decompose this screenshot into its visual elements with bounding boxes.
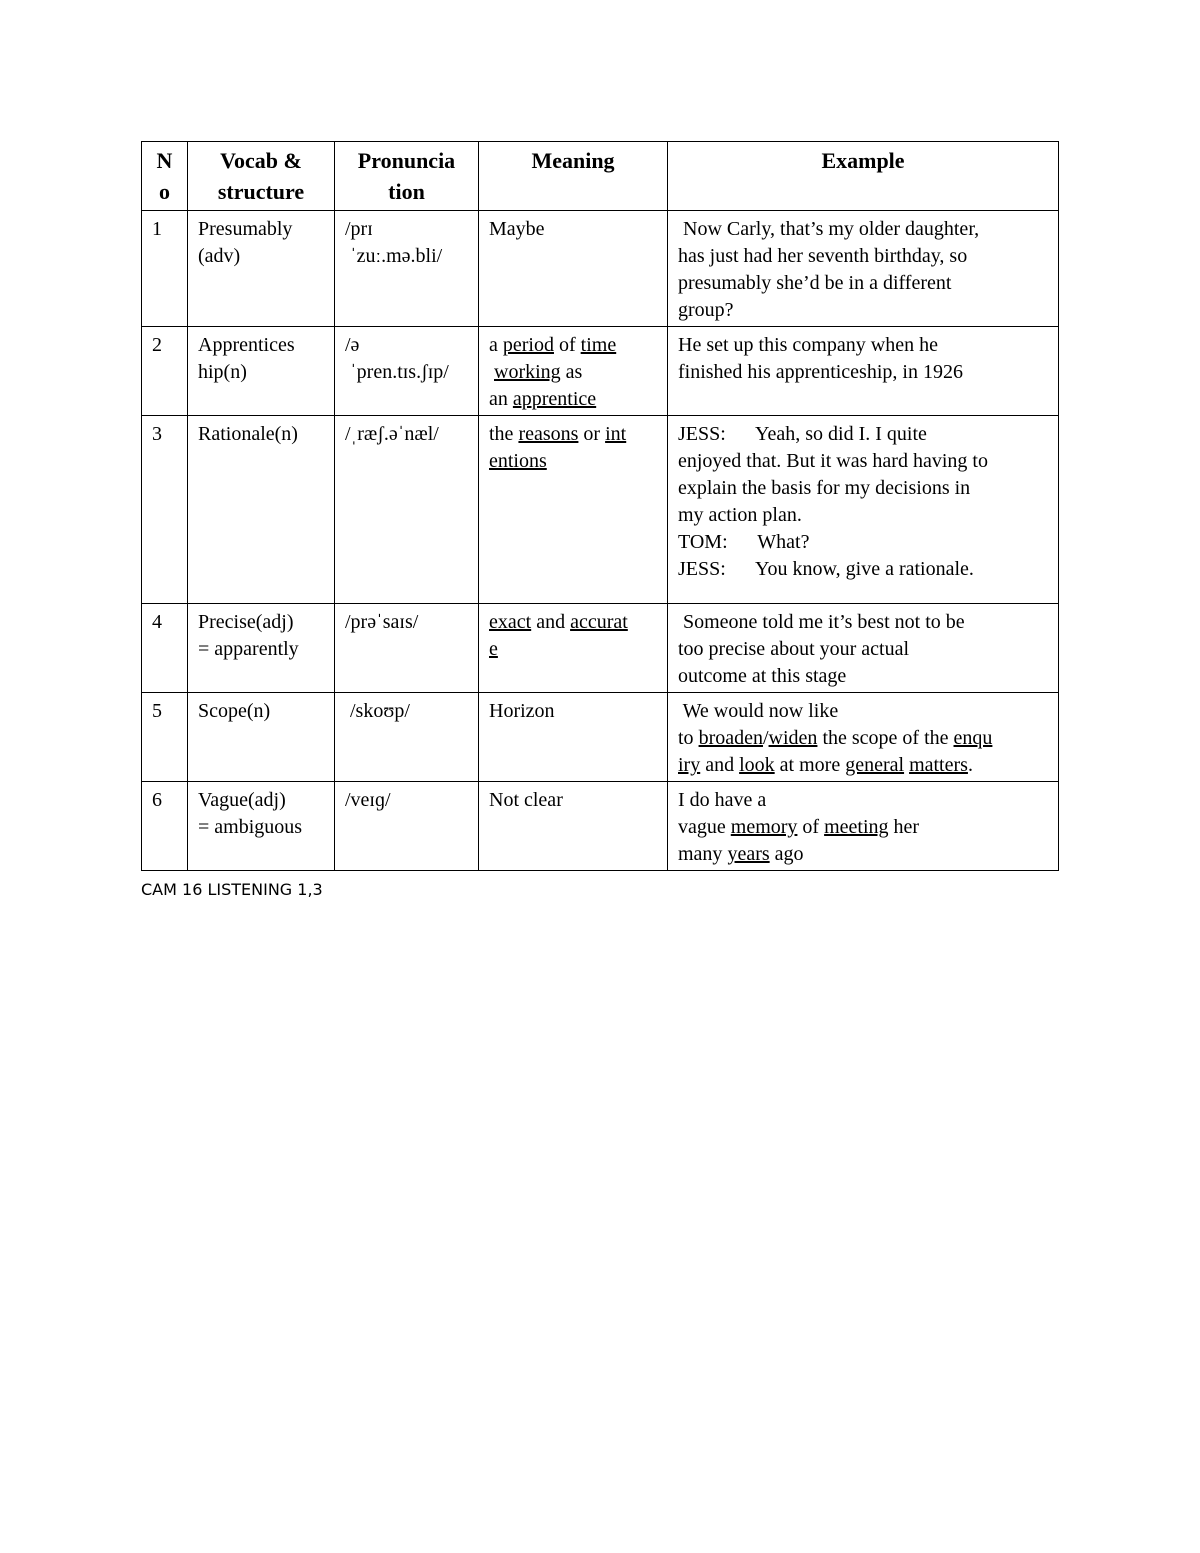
cell-pron <box>335 416 479 604</box>
text-segment: my action plan. <box>678 504 802 526</box>
text-segment: (adv) <box>198 245 241 267</box>
vocabulary-table <box>141 141 1059 871</box>
text-segment: Not clear <box>489 789 563 811</box>
underlined-text: e <box>489 638 498 660</box>
cell-pron <box>335 211 479 327</box>
header-example <box>668 142 1059 211</box>
cell-line <box>489 386 657 413</box>
cell-line <box>678 359 1048 386</box>
header-text: Meaning <box>531 148 615 173</box>
underlined-text: working <box>494 361 561 383</box>
cell-no: 5 <box>142 693 188 782</box>
cell-line <box>678 270 1048 297</box>
text-segment: Scope(n) <box>198 700 271 722</box>
text-segment: I do have a <box>678 789 767 811</box>
cell-meaning <box>479 327 668 416</box>
cell-line <box>678 529 1048 556</box>
underlined-text: time <box>580 334 617 356</box>
cell-no: 2 <box>142 327 188 416</box>
text-segment: Someone told me it’s best not to be <box>678 611 965 633</box>
cell-line <box>678 698 1048 725</box>
text-segment: ago <box>769 843 804 865</box>
text-segment: /skoʊp/ <box>345 700 410 722</box>
text-segment: /veɪɡ/ <box>345 789 391 811</box>
cell-no: 1 <box>142 211 188 327</box>
cell-line <box>345 609 468 636</box>
cell-line <box>678 421 1048 448</box>
cell-line <box>489 787 657 814</box>
text-segment: group? <box>678 299 734 321</box>
text-segment: of <box>553 334 581 356</box>
cell-line <box>345 216 468 243</box>
text-segment: the <box>489 423 519 445</box>
text-segment: /prəˈsaɪs/ <box>345 611 419 633</box>
underlined-text: period <box>502 334 554 356</box>
text-segment: vague <box>678 816 731 838</box>
header-pronunciation <box>335 142 479 211</box>
text-segment: JESS: Yeah, so did I. I quite <box>678 423 927 445</box>
cell-line <box>678 636 1048 663</box>
cell-meaning <box>479 211 668 327</box>
cell-line <box>678 787 1048 814</box>
cell-vocab <box>188 416 335 604</box>
cell-line <box>678 502 1048 529</box>
cell-meaning <box>479 693 668 782</box>
text-segment: Apprentices <box>198 334 295 356</box>
underlined-text: widen <box>768 727 818 749</box>
text-segment: /prɪ <box>345 218 373 240</box>
underlined-text: years <box>727 843 770 865</box>
cell-example <box>668 416 1059 604</box>
text-segment: hip(n) <box>198 361 247 383</box>
header-text: Vocab & <box>220 148 302 173</box>
text-segment: ˈzuː.mə.bli/ <box>345 245 443 267</box>
underlined-text: exact <box>489 611 532 633</box>
underlined-text: enqu <box>953 727 993 749</box>
header-text: structure <box>217 179 305 204</box>
cell-example <box>668 327 1059 416</box>
text-segment: has just had her seventh birthday, so <box>678 245 968 267</box>
table-row <box>142 327 1059 416</box>
text-segment: too precise about your actual <box>678 638 910 660</box>
cell-vocab <box>188 604 335 693</box>
text-segment: Vague(adj) <box>198 789 286 811</box>
table-row <box>142 416 1059 604</box>
header-text: o <box>159 179 170 204</box>
cell-line <box>489 421 657 448</box>
cell-no: 6 <box>142 782 188 871</box>
text-segment: a <box>489 334 503 356</box>
text-segment: explain the basis for my decisions in <box>678 477 971 499</box>
cell-line <box>678 814 1048 841</box>
text-segment: . <box>967 754 973 776</box>
text-segment: enjoyed that. But it was hard having to <box>678 450 988 472</box>
text-segment: Maybe <box>489 218 545 240</box>
table-row <box>142 782 1059 871</box>
header-text: N <box>156 148 173 173</box>
cell-line <box>489 448 657 475</box>
cell-line <box>198 421 324 448</box>
text-segment: Now Carly, that’s my older daughter, <box>678 218 980 240</box>
cell-vocab <box>188 782 335 871</box>
cell-example <box>668 604 1059 693</box>
underlined-text: broaden <box>698 727 763 749</box>
underlined-text: iry <box>678 754 701 776</box>
cell-example <box>668 782 1059 871</box>
cell-line <box>489 359 657 386</box>
cell-line <box>198 243 324 270</box>
header-meaning <box>479 142 668 211</box>
text-segment: her <box>888 816 920 838</box>
cell-line <box>678 216 1048 243</box>
cell-vocab <box>188 693 335 782</box>
header-no <box>142 142 188 211</box>
underlined-text: accurat <box>570 611 628 633</box>
cell-example <box>668 211 1059 327</box>
text-segment: = ambiguous <box>198 816 303 838</box>
text-segment: We would now like <box>678 700 839 722</box>
text-segment: Presumably <box>198 218 293 240</box>
cell-line <box>678 663 1048 690</box>
cell-line <box>678 725 1048 752</box>
header-vocab <box>188 142 335 211</box>
cell-line <box>198 787 324 814</box>
text-segment: as <box>560 361 583 383</box>
text-segment: /ˌræʃ.əˈnæl/ <box>345 423 439 445</box>
cell-vocab <box>188 211 335 327</box>
cell-line <box>678 332 1048 359</box>
cell-line <box>198 359 324 386</box>
cell-meaning <box>479 782 668 871</box>
cell-example <box>668 693 1059 782</box>
cell-line <box>678 297 1048 324</box>
cell-line <box>345 787 468 814</box>
cell-line <box>489 698 657 725</box>
cell-line <box>678 243 1048 270</box>
underlined-text: general <box>845 754 905 776</box>
cell-pron <box>335 327 479 416</box>
text-segment: TOM: What? <box>678 531 810 553</box>
table-row <box>142 604 1059 693</box>
cell-line <box>678 609 1048 636</box>
underlined-text: meeting <box>824 816 889 838</box>
cell-line <box>489 609 657 636</box>
underlined-text: matters <box>909 754 968 776</box>
footer-note: CAM 16 LISTENING 1,3 <box>141 880 323 899</box>
text-segment: / <box>762 727 769 749</box>
underlined-text: int <box>605 423 627 445</box>
text-segment: an <box>489 388 513 410</box>
text-segment: many <box>678 843 728 865</box>
cell-line <box>345 698 468 725</box>
underlined-text: memory <box>730 816 798 838</box>
cell-pron <box>335 782 479 871</box>
cell-line <box>345 421 468 448</box>
text-segment: JESS: You know, give a rationale. <box>678 558 974 580</box>
cell-line <box>345 359 468 386</box>
cell-line <box>198 609 324 636</box>
text-segment: the scope of the <box>817 727 954 749</box>
cell-pron <box>335 693 479 782</box>
table-row <box>142 693 1059 782</box>
cell-line <box>489 332 657 359</box>
underlined-text: entions <box>489 450 547 472</box>
text-segment: presumably she’d be in a different <box>678 272 952 294</box>
cell-line <box>345 243 468 270</box>
text-segment: outcome at this stage <box>678 665 847 687</box>
text-segment: or <box>578 423 606 445</box>
underlined-text: reasons <box>518 423 579 445</box>
text-segment: He set up this company when he <box>678 334 938 356</box>
cell-line <box>678 841 1048 868</box>
underlined-text: apprentice <box>512 388 597 410</box>
text-segment: = apparently <box>198 638 299 660</box>
cell-pron <box>335 604 479 693</box>
text-segment: at more <box>774 754 846 776</box>
underlined-text: look <box>739 754 775 776</box>
cell-meaning <box>479 416 668 604</box>
text-segment: to <box>678 727 699 749</box>
text-segment: ˈpren.tɪs.ʃɪp/ <box>345 361 449 383</box>
cell-line <box>198 814 324 841</box>
cell-line <box>678 475 1048 502</box>
cell-no: 3 <box>142 416 188 604</box>
text-segment: /ə <box>345 334 360 356</box>
cell-line <box>345 332 468 359</box>
cell-line <box>198 698 324 725</box>
cell-line <box>198 636 324 663</box>
cell-line <box>678 752 1048 779</box>
text-segment: and <box>700 754 740 776</box>
cell-no: 4 <box>142 604 188 693</box>
text-segment: Horizon <box>489 700 555 722</box>
cell-line <box>489 216 657 243</box>
cell-line <box>489 636 657 663</box>
text-segment: of <box>797 816 825 838</box>
text-segment: and <box>531 611 571 633</box>
text-segment: Precise(adj) <box>198 611 294 633</box>
cell-line <box>678 556 1048 583</box>
header-text: Pronuncia <box>357 148 456 173</box>
table-row <box>142 211 1059 327</box>
table-header-row <box>142 142 1059 211</box>
header-text: Example <box>821 148 905 173</box>
text-segment: finished his apprenticeship, in 1926 <box>678 361 963 383</box>
cell-line <box>198 216 324 243</box>
header-text: tion <box>388 179 425 204</box>
cell-vocab <box>188 327 335 416</box>
cell-line <box>678 448 1048 475</box>
cell-meaning <box>479 604 668 693</box>
cell-line <box>198 332 324 359</box>
text-segment: Rationale(n) <box>198 423 298 445</box>
